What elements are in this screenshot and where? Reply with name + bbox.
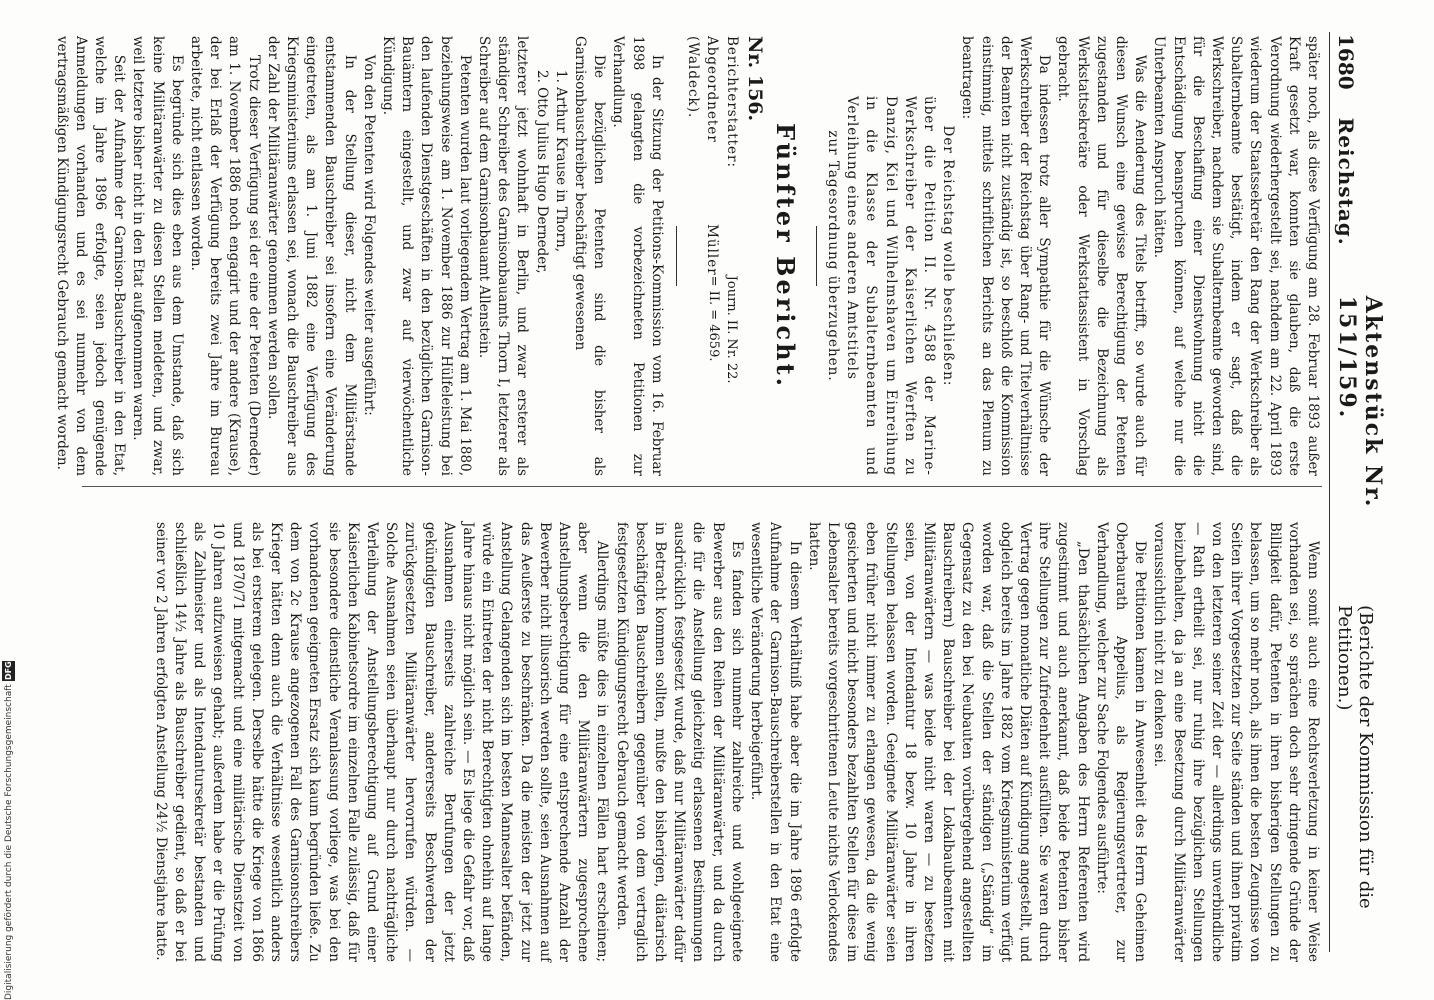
resolution-end: zur Tagesordnung überzugehen.: [824, 130, 841, 382]
dfg-logo: DFG: [4, 661, 13, 681]
reporter-name: Abgeordneter Müller (Waldeck).: [685, 36, 721, 276]
reporter-label: Berichterstatter:: [723, 36, 740, 169]
paragraph: Petenten wurden laut vorliegendem Vertrag am 1. Mai 1880, beziehungsweise am 1. November 1886 zur Hülfeleistung bei den laufenden Dienstgeschäften in den bezüglichen Garnison-Bauämtern eingestellt, und zwar auf vierwöchentliche Kündigung.: [380, 36, 473, 476]
document-number-title: Aktenstück Nr. 151/159.: [1334, 295, 1386, 509]
paragraph: letzterer jetzt wohnhaft in Berlin, und zwar ersterer als ständiger Schreiber des Garnisonbauamts Thorn I, letzterer als Schreiber auf dem Garnisonbauamt Allenstein.: [476, 36, 531, 476]
list-item: 1. Arthur Krause in Thorn,: [552, 70, 569, 252]
paragraph: Der Reichstag wolle beschließen:: [940, 125, 957, 387]
running-title: Reichstag.: [1334, 117, 1358, 246]
section-running-title: (Berichte der Kommission für die Petitionen.): [1334, 605, 1376, 909]
journal-ref: = II. = 4659.: [705, 275, 721, 362]
section-title: Fünfter Bericht.: [770, 122, 800, 389]
paragraph: Es fanden sich nunmehr zahlreiche und wohlgeeignete Bewerber aus den Reihen der Militäranwärter, und da durch die für die Anstellung gleichzeitig erlassenen Bestimmungen ausdrücklich festgesetzt wurde, daß nur Militäranwärter dafür in Betracht kommen sollten, mußte den bisherigen, diätarisch beschäftigten Bauschreibern gegenüber von dem vertraglich festgesetzten Kündigungsrecht Gebrauch gemacht werden.: [613, 522, 745, 962]
paragraph: Die Petitionen kamen in Anwesenheit des Herrn Geheimen Oberbaurath Appelius, als Regierungsvertreter, zur Verhandlung, welcher zur Sache Folgendes ausführte:: [1093, 522, 1149, 962]
report-number-line: [745, 36, 764, 476]
journal-ref: Journ. II. Nr. 22.: [723, 275, 739, 384]
right-column: [82, 522, 1322, 962]
digitization-text: Digitalisierung gefördert durch die Deutsche Forschungsgemeinschaft: [4, 684, 14, 1000]
paragraph: später noch, als diese Verfügung am 28. Februar 1893 außer Kraft gesetzt war, konnten sie glauben, daß die erste Verordnung wiederhergestellt sei, nachdem am 22. April 1893 wiederum der Staatssekretär den Rang der Werkschreiber als Subalternbeamte bestätigt, indem er sagt, daß die Werkschreiber, nachdem sie Subalternbeamte geworden sind, für die Beschaffung einer Dienstwohnung nicht die Entschädigung beanspruchen können, auf welche nur die Unterbeamten Anspruch hätten.: [1151, 36, 1321, 476]
column-divider: [82, 486, 1322, 487]
resolution-text: über die Petition II. Nr. 4588 der Marine-Werkschreiber der Kaiserlichen Werften zu Danzig, Kiel und Wilhelmshaven um Einreihung in die Klasse der Subalternbeamten und Verleihung eines anderen Amtstitels: [844, 96, 937, 476]
paragraph: Da indessen trotz aller Sympathie für die Wünsche der Werkschreiber der Reichstag über Rang- und Titelverhältnisse der Beamten nicht zuständig ist, so beschloß die Kommission einstimmig, mittels schriftlichen Berichts an das Plenum zu beantragen:: [959, 36, 1053, 476]
page-number: 1680: [1334, 34, 1358, 90]
reporter-line: [683, 36, 741, 476]
reporter-block: [683, 36, 741, 276]
paragraph: Trotz dieser Verfügung sei der eine der Petenten (Derneder) am 1. November 1886 noch engagirt und der andere (Krause), der bei Erlaß der Verfügung bereits zwei Jahre im Bureau arbeitete, nicht entlassen worden.: [188, 36, 262, 476]
paragraph: In diesem Verhältniß habe aber die im Jahre 1896 erfolgte Aufnahme der Garnison-Bauschreiberstellen in den Etat eine wesentliche Veränderung herbeigeführt.: [748, 522, 803, 962]
paragraph: Es begründe sich dies eben aus dem Umstande, daß sich keine Militäranwärter zu diesen Stellen meldeten, und zwar, weil letztere bisher nicht in den Etat aufgenommen waren.: [130, 36, 185, 476]
left-column: [53, 36, 1322, 476]
paragraph: Was die Aenderung des Titels betrifft, so wurde auch für diesen Wunsch eine gewisse Berechtigung der Petenten zugestanden und für dieselbe die Bezeichnung als Werkstattsekretäre oder Werkstattassistent in Vorschlag gebracht.: [1055, 36, 1149, 476]
paragraph: In der Sitzung der Petitions-Kommission vom 16. Februar 1898 gelangten die vorbezeichneten Petitionen zur Verhandlung.: [610, 36, 665, 476]
paragraph: Seit der Aufnahme der Garnison-Bauschreiber in den Etat, welche im Jahre 1896 erfolgte, seien jedoch genügende Anmeldungen vorhanden und es sei nunmehr von dem vertragsmäßigen Kündigungsrecht Gebrauch gemacht worden.: [53, 36, 128, 476]
header-rule: [1329, 32, 1330, 952]
paragraph: In der Stellung dieser, nicht dem Militärstande entstammenden Bauschreiber sei insofern eine Veränderung eingetreten, als am 1. Juni 1882 eine Verfügung des Kriegsministeriums erlassen sei, wonach die Bauschreiber aus der Zahl der Militäranwärter genommen werden sollen.: [264, 36, 358, 476]
section-divider: [816, 226, 817, 286]
journal-refs: [704, 276, 740, 476]
paragraph: Die bezüglichen Petenten sind die bisher als Garnisonbauschreiber beschäftigt gewesenen: [572, 36, 608, 476]
paragraph: Wenn somit auch eine Rechtsverletzung in keiner Weise vorhanden sei, so sprächen doch sehr dringende Gründe der Billigkeit dafür, Petenten in ihren bisherigen Stellungen zu belassen, um so mehr noch, als ihnen die besten Zeugnisse von Seiten ihrer Vorgesetzten zur Seite ständen und ihnen privatim von den letzteren seiner Zeit der — allerdings unverbindliche — Rath ertheilt sei, nur ruhig ihre bezüglichen Stellungen beizubehalten, da ja an eine Besetzung durch Militäranwärter voraussichtlich nicht zu denken sei.: [1151, 522, 1321, 962]
paragraph: Allerdings müßte dies in einzelnen Fällen hart erscheinen; aber wenn die den Militäranwärtern zugesprochene Anstellungsberechtigung für eine entsprechende Anzahl der Bewerber nicht illusorisch werden sollte, seien Ausnahmen auf das Aeußerste zu beschränken. Da die meisten der jetzt zur Anstellung Gelangenden sich im besten Mannesalter befänden, würde ein Eintreten der nicht Berechtigten ohnehin auf lange Jahre hinaus nicht möglich sein. — Es liege die Gefahr vor, daß Ausnahmen einerseits zahlreiche Berufungen der jetzt gekündigten Bauschreiber, andererseits Beschwerden der zurückgesetzten Militäranwärter hervorrufen würden. — Solche Ausnahmen seien überhaupt nur durch nachträgliche Verleihung der Anstellungsberechtigung auf Grund einer Kaiserlichen Kabinetsordre im einzelnen Falle zulässig, daß für sie besondere dienstliche Veranlassung vorliege, was bei den vorhandenen geeigneten Ersatz sich kaum begründen ließe. Zu dem von 2c Krause angezogenen Fall des Garnisonschreibers Krieger hätten denn auch die Verhältnisse wesentlich anders als bei ersterem gelegen. Derselbe hätte die Kriege von 1866 und 1870/71 mitgemacht und eine militärische Dienstzeit von 10 Jahren aufzuweisen gehabt; außerdem habe er die Prüfung als Zahlmeister und als Intendantursekretär bestanden und schließlich 14½ Jahre als Bauschreiber gedient, so daß er bei seiner vor 2 Jahren erfolgten Anstellung 24½ Dienstjahre hatte.: [152, 522, 611, 962]
digitization-note: [2, 600, 14, 1000]
page-header: [1334, 34, 1384, 940]
section-divider: [676, 226, 677, 286]
paragraph: „Den thatsächlichen Angaben des Herrn Referenten wird zugestimmt und auch anerkannt, daß beide Petenten bisher ihre Stellungen zur Zufriedenheit ausfüllten. Sie waren durch Vertrag gegen monatliche Diäten auf Kündigung angestellt, und obgleich bereits im Jahre 1882 vom Kriegsministerium verfügt worden war, daß die Stellen der ständigen („Ständig“ im Gegensatz zu den bei Neubauten vorübergehend angestellten Bauschreibern) Bauschreiber bei der Lokalbaubeamten mit Militäranwärtern — was beide nicht waren — zu besetzen seien, von der Intendantur 18 bezw. 10 Jahre in ihren Stellungen belassen worden. Geeignete Militäranwärter seien eben früher nicht immer zu erlangen gewesen, da die wenig gesicherten und nicht besonders bezahlten Stellen für diese im Lebensalter bereits vorgeschrittenen Leute nichts Verlockendes hatten.: [805, 522, 1091, 962]
list-item: 2. Otto Julius Hugo Derneder,: [533, 70, 550, 274]
paragraph: Von den Petenten wird Folgendes weiter ausgeführt:: [360, 54, 377, 416]
report-number: Nr. 156.: [743, 36, 766, 122]
